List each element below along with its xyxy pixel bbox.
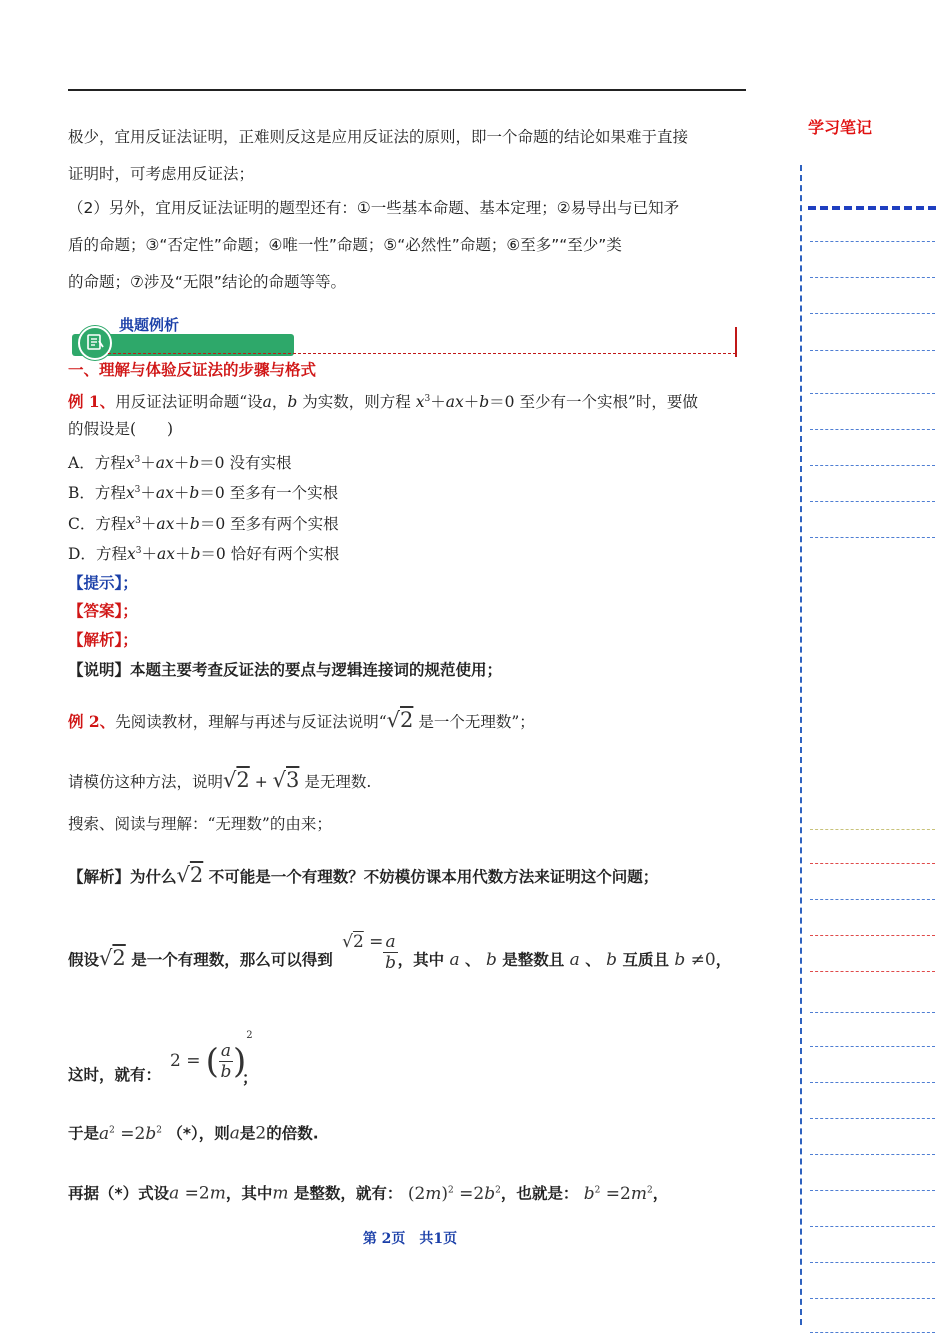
notepad-icon: [78, 326, 112, 360]
banner-dash-line: [108, 353, 736, 354]
intro-line-4: 盾的命题；③“否定性”命题；④唯一性”命题；⑤“必然性”命题；⑥至多”“至少”类: [68, 236, 622, 254]
ex2-analysis: 【解析】为什么√2 不可能是一个有理数？不妨模仿课本用代数方法来证明这个问题；: [68, 863, 659, 887]
ex2-so-line: 于是$a^2 =2b^2$ （*），则a是2的倍数.: [68, 1123, 319, 1144]
header-rule: [68, 89, 746, 91]
intro-line-2: 证明时，可考虑用反证法；: [68, 165, 255, 183]
ex1-analysis: 【解析】；: [68, 631, 138, 649]
ex2-assume-line: 假设√2 是一个有理数，那么可以得到 √2 = $\frac{a}{b}$ ，其中 a 、 b 是整数且 a 、 b 互质且 b ≠0，: [68, 932, 732, 973]
ex1-stem: 例 1、用反证法证明命题“设a，b 为实数，则方程 $x^3+ax+b=0$ 至少有一个实根”时，要做: [68, 392, 698, 412]
ex2-set-line: 再据（*）式设a =2m，其中m 是整数，就有： $(2m)^2 =2b^2$，也就是： $b^2 =2m^2$，: [68, 1183, 669, 1204]
ex2-stem: 例 2、先阅读教材，理解与再述与反证法说明“√2 是一个无理数”；: [68, 708, 535, 732]
notes-title: 学习笔记: [808, 118, 873, 137]
ex1-note: 【说明】本题主要考查反证法的要点与逻辑连接词的规范使用；: [68, 661, 503, 679]
intro-line-5: 的命题；⑦涉及“无限”结论的命题等等。: [68, 273, 346, 291]
ex2-line-2: 请模仿这种方法，说明√2 + √3 是无理数.: [68, 768, 372, 792]
option-d: D．方程$x^3+ax+b=0$ 恰好有两个实根: [68, 545, 340, 564]
notes-margin-line: [800, 165, 802, 1325]
option-c: C．方程$x^3+ax+b=0$ 至多有两个实根: [68, 515, 339, 534]
option-b: B．方程$x^3+ax+b=0$ 至多有一个实根: [68, 484, 339, 503]
equation-2-eq-a-over-b-squared: 2 = ( $\frac{a}{b}$ )$^2$: [170, 1030, 253, 1082]
ex1-stem-2: 的假设是( ): [68, 420, 174, 438]
banner-right-bar: [735, 327, 737, 357]
ex2-then-line: 这时，就有：: [68, 1066, 162, 1084]
ex1-hint: 【提示】；: [68, 574, 138, 592]
section-title: 一、理解与体验反证法的步骤与格式: [68, 361, 317, 379]
page-footer: 第 2页 共1页: [362, 1231, 458, 1247]
banner-title: 典题例析: [119, 316, 180, 334]
ex2-then-end: ；: [242, 1069, 258, 1087]
ex2-line-3: 搜索、阅读与理解：“无理数”的由来；: [68, 815, 332, 833]
intro-line-3: （2）另外，宜用反证法证明的题型还有：①一些基本命题、基本定理；②易导出与已知矛: [68, 199, 680, 217]
ex1-answer: 【答案】；: [68, 602, 138, 620]
option-a: A．方程$x^3+ax+b=0$ 没有实根: [68, 454, 292, 473]
intro-line-1: 极少，宜用反证法证明，正难则反这是应用反证法的原则，即一个命题的结论如果难于直接: [68, 128, 689, 146]
notes-divider: [808, 206, 936, 210]
